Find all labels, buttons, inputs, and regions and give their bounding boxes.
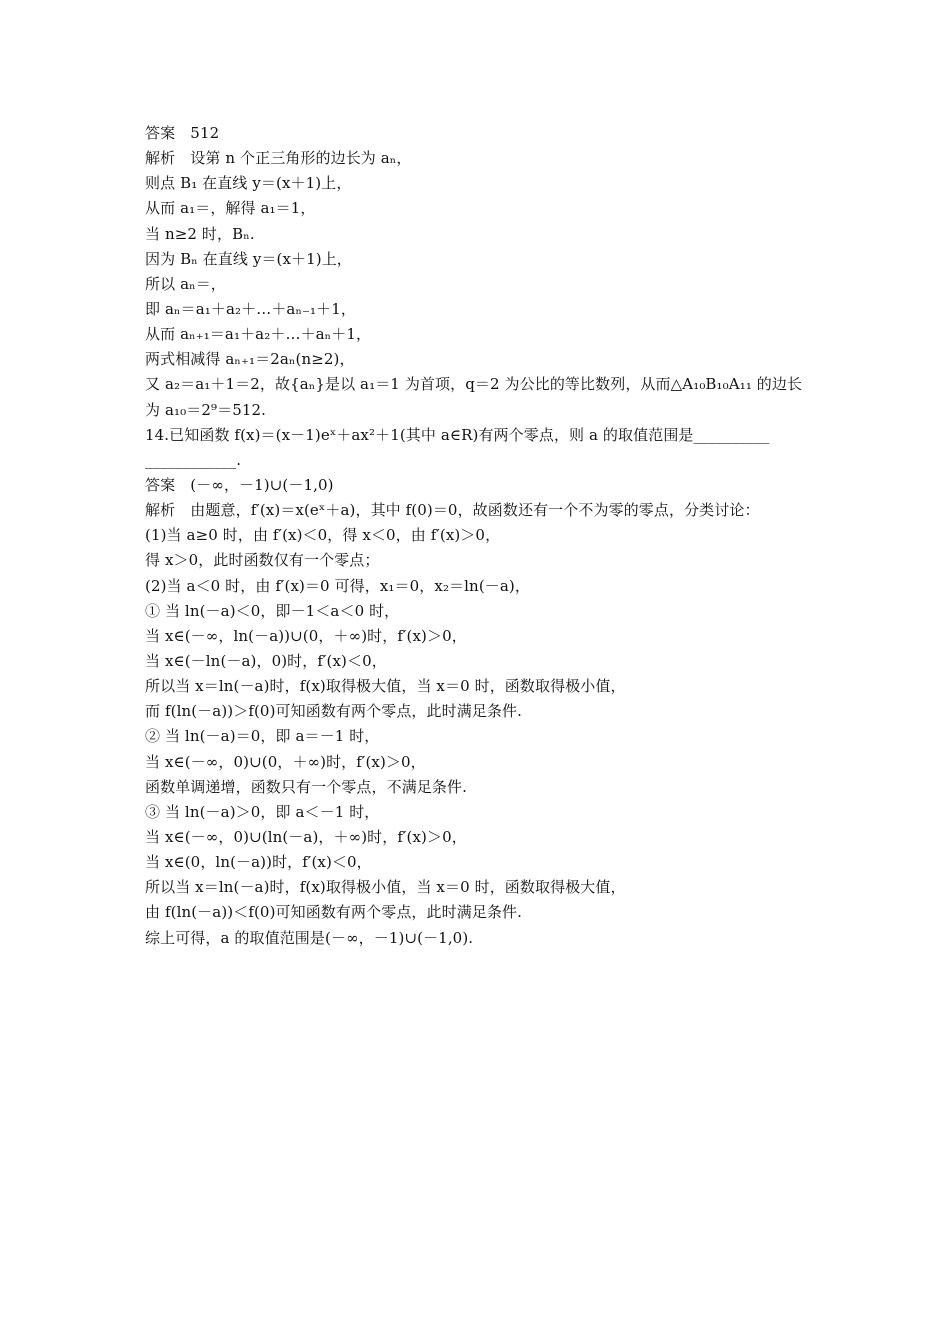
text-line: 两式相减得 aₙ₊₁＝2aₙ(n≥2)， (145, 350, 355, 369)
blank-line: ____________. (145, 450, 242, 469)
text-line: 当 x∈(0，ln(－a))时，f′(x)＜0， (145, 853, 372, 872)
analysis-line-14: 解析 由题意，f′(x)＝x(eˣ＋a)，其中 f(0)＝0，故函数还有一个不为零的零点，分类讨论： (145, 501, 760, 520)
text-line: 所以 aₙ＝， (145, 274, 226, 293)
text-line: 因为 Bₙ 在直线 y＝(x＋1)上， (145, 249, 352, 268)
text-line: 当 x∈(－∞，0)∪(ln(－a)，＋∞)时，f′(x)＞0， (145, 827, 467, 846)
text-line: 得 x＞0，此时函数仅有一个零点； (145, 551, 380, 570)
text-line: 当 n≥2 时，Bₙ. (145, 224, 255, 243)
text-line: ③ 当 ln(－a)＞0，即 a＜－1 时， (145, 802, 380, 821)
text-line: ① 当 ln(－a)＜0，即－1＜a＜0 时， (145, 601, 400, 620)
text-line: 所以当 x＝ln(－a)时，f(x)取得极大值，当 x＝0 时，函数取得极小值， (145, 677, 626, 696)
conclusion-line: 综上可得，a 的取值范围是(－∞，－1)∪(－1,0). (145, 928, 474, 947)
text-line: 当 x∈(－∞，0)∪(0，＋∞)时，f′(x)＞0， (145, 752, 426, 771)
text-line: 为 a₁₀＝2⁹＝512. (145, 400, 266, 419)
text-line: 函数单调递增，函数只有一个零点，不满足条件. (145, 777, 467, 796)
text-line: 即 aₙ＝a₁＋a₂＋…＋aₙ₋₁＋1， (145, 299, 357, 318)
question-14-line: 14.已知函数 f(x)＝(x－1)eˣ＋ax²＋1(其中 a∈R)有两个零点，则 a 的取值范围是__________ (145, 425, 770, 444)
text-line: 又 a₂＝a₁＋1＝2，故{aₙ}是以 a₁＝1 为首项，q＝2 为公比的等比数列，从而△A₁₀B₁₀A₁₁ 的边长 (145, 375, 803, 394)
text-line: 当 x∈(－ln(－a)，0)时，f′(x)＜0， (145, 651, 387, 670)
text-line: (1)当 a≥0 时，由 f′(x)＜0，得 x＜0，由 f′(x)＞0， (145, 526, 501, 545)
text-line: 从而 a₁＝，解得 a₁＝1， (145, 199, 316, 218)
answer-line-512: 答案 512 (145, 124, 220, 142)
text-line: 所以当 x＝ln(－a)时，f(x)取得极小值，当 x＝0 时，函数取得极大值， (145, 878, 626, 897)
text-line: 而 f(ln(－a))＞f(0)可知函数有两个零点，此时满足条件. (145, 702, 522, 721)
analysis-line: 解析 设第 n 个正三角形的边长为 aₙ， (145, 149, 412, 168)
document-body (145, 121, 815, 951)
text-line: (2)当 a＜0 时，由 f′(x)＝0 可得，x₁＝0，x₂＝ln(－a)， (145, 576, 530, 595)
text-line: 当 x∈(－∞，ln(－a))∪(0，＋∞)时，f′(x)＞0， (145, 626, 467, 645)
text-line: 由 f(ln(－a))＜f(0)可知函数有两个零点，此时满足条件. (145, 903, 522, 922)
answer-line-14: 答案 (－∞，－1)∪(－1,0) (145, 475, 334, 494)
text-line: 则点 B₁ 在直线 y＝(x＋1)上， (145, 174, 352, 193)
text-line: 从而 aₙ₊₁＝a₁＋a₂＋…＋aₙ＋1， (145, 325, 372, 344)
text-line: ② 当 ln(－a)＝0，即 a＝－1 时， (145, 727, 380, 746)
